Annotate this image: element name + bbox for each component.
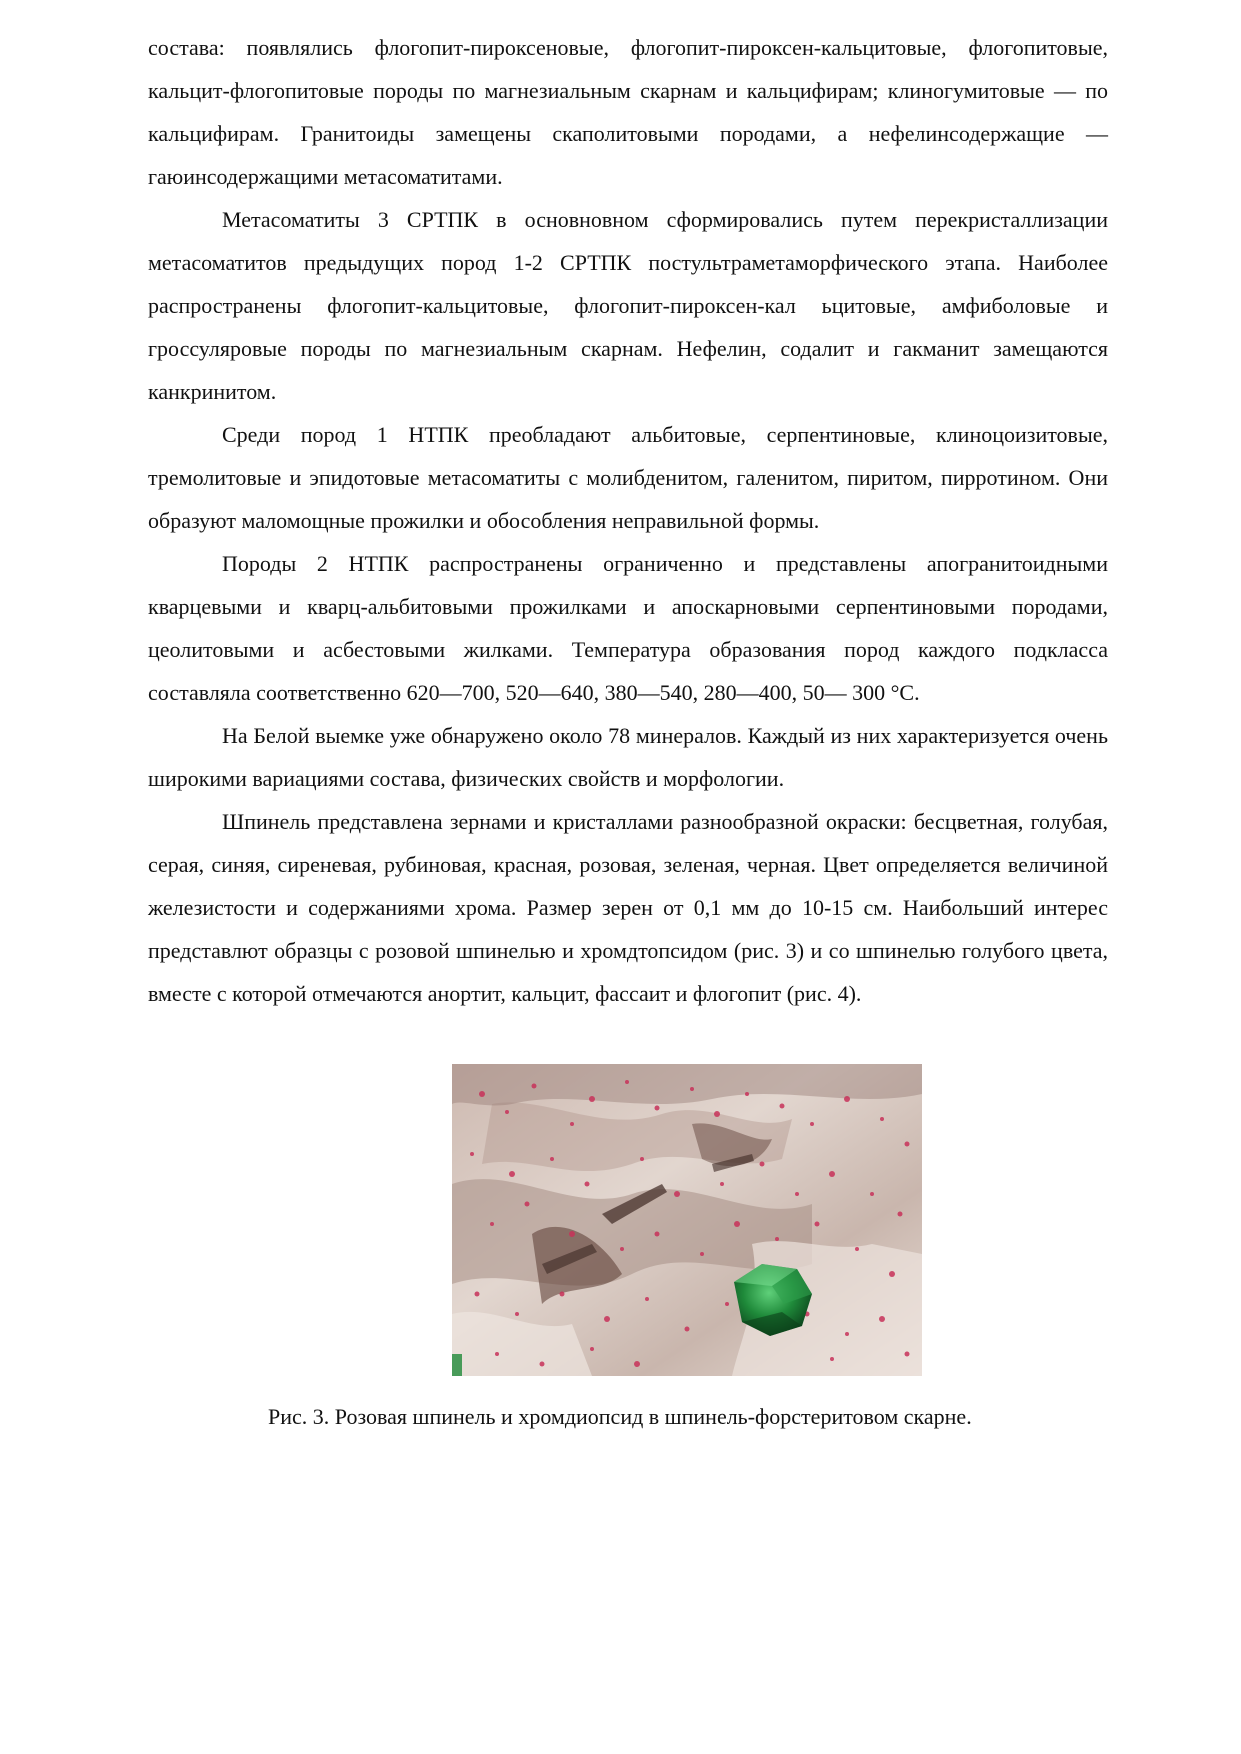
- mineral-photo: [452, 1064, 922, 1376]
- figure-caption: Рис. 3. Розовая шпинель и хромдиопсид в шпинель-форстеритовом скарне.: [268, 1404, 972, 1429]
- paragraph-5: На Белой выемке уже обнаружено около 78 минералов. Каждый из них характеризуется очень широкими вариациями состава, физических свойств и морфологии.: [148, 723, 1108, 791]
- paragraph-2: Метасоматиты 3 СРТПК в основновном сформировались путем перекристаллизации метасоматитов предыдущих пород 1-2 СРТПК постультраметаморфического этапа. Наиболее распространены флогопит-кальцитовые, флогопит-пироксен-кал ьцитовые, амфиболовые и гроссуляровые породы по магнезиальным скарнам. Нефелин, содалит и гакманит замещаются канкринитом.: [148, 207, 1108, 404]
- paragraph-4: Породы 2 НТПК распространены ограниченно и представлены апогранитоидными кварцевыми и кварц-альбитовыми прожилками и апоскарновыми серпентиновыми породами, цеолитовыми и асбестовыми жилками. Температура образования пород каждого подкласса составляла соответственно 620—700, 520—640, 380—540, 280—400, 50— 300 °С.: [148, 551, 1108, 705]
- paragraph-1: состава: появлялись флогопит-пироксеновые, флогопит-пироксен-кальцитовые, флогопитовые, кальцит-флогопитовые породы по магнезиальным скарнам и кальцифирам; клиногумитовые — по кальцифирам. Гранитоиды замещены скаполитовыми породами, а нефелинсодержащие — гаюинсодержащими метасоматитами.: [148, 35, 1108, 189]
- paragraph-6: Шпинель представлена зернами и кристаллами разнообразной окраски: бесцветная, голубая, серая, синяя, сиреневая, рубиновая, красная, розовая, зеленая, черная. Цвет определяется величиной железистости и содержаниями хрома. Размер зерен от 0,1 мм до 10-15 см. Наибольший интерес представлют образцы с розовой шпинелью и хромдтопсидом (рис. 3) и со шпинелью голубого цвета, вместе с которой отмечаются анортит, кальцит, фассаит и флогопит (рис. 4).: [148, 809, 1108, 1006]
- paragraph-3: Среди пород 1 НТПК преобладают альбитовые, серпентиновые, клиноцоизитовые, тремолитовые и эпидотовые метасоматиты с молибденитом, галенитом, пиритом, пирротином. Они образуют маломощные прожилки и обособления неправильной формы.: [148, 422, 1108, 533]
- document-body: [148, 26, 1108, 1015]
